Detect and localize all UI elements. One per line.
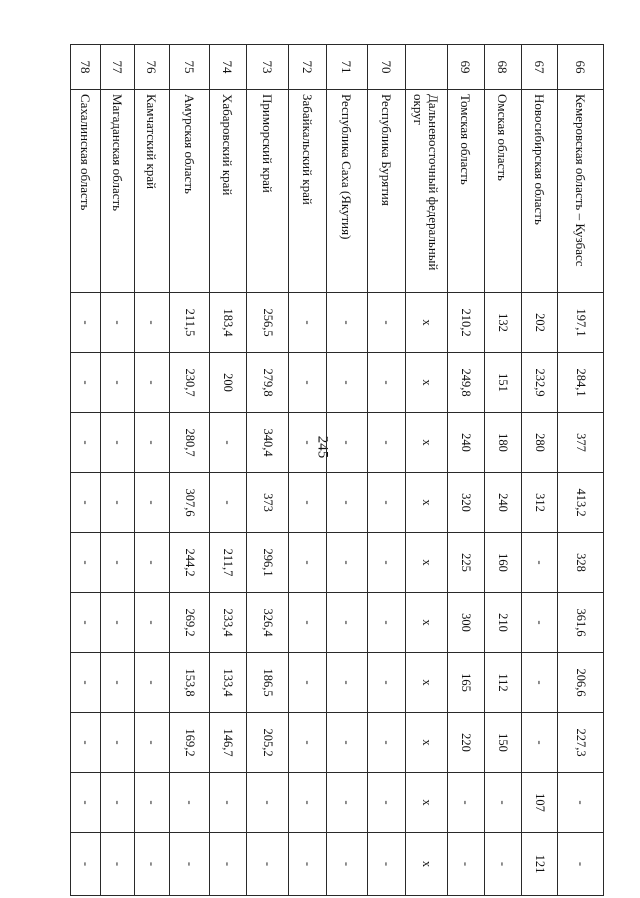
region-name-cell: Кемеровская область – Кузбасс bbox=[558, 90, 604, 293]
row-number-cell: 71 bbox=[327, 45, 368, 90]
value-cell: - bbox=[101, 293, 135, 353]
value-cell: x bbox=[406, 653, 448, 713]
row-number-cell: 68 bbox=[485, 45, 522, 90]
value-cell: 249,8 bbox=[448, 353, 485, 413]
table-row bbox=[210, 45, 247, 896]
value-cell: 205,2 bbox=[247, 713, 289, 773]
value-cell: 132 bbox=[485, 293, 522, 353]
value-cell: - bbox=[170, 773, 210, 833]
region-name-cell: Забайкальский край bbox=[289, 90, 327, 293]
value-cell: x bbox=[406, 593, 448, 653]
value-cell: - bbox=[368, 773, 406, 833]
value-cell: - bbox=[327, 653, 368, 713]
table-row bbox=[448, 45, 485, 896]
value-cell: - bbox=[289, 473, 327, 533]
value-cell: - bbox=[71, 473, 101, 533]
region-name-cell: Камчатский край bbox=[135, 90, 170, 293]
value-cell: 240 bbox=[485, 473, 522, 533]
value-cell: 107 bbox=[522, 773, 558, 833]
value-cell: 296,1 bbox=[247, 533, 289, 593]
table-row bbox=[289, 45, 327, 896]
value-cell: 202 bbox=[522, 293, 558, 353]
value-cell: - bbox=[170, 833, 210, 896]
value-cell: - bbox=[101, 533, 135, 593]
value-cell: - bbox=[71, 533, 101, 593]
value-cell: 307,6 bbox=[170, 473, 210, 533]
value-cell: 361,6 bbox=[558, 593, 604, 653]
value-cell: - bbox=[289, 533, 327, 593]
region-name-cell: Приморский край bbox=[247, 90, 289, 293]
value-cell: - bbox=[327, 533, 368, 593]
value-cell: 326,4 bbox=[247, 593, 289, 653]
value-cell: - bbox=[289, 413, 327, 473]
value-cell: 160 bbox=[485, 533, 522, 593]
value-cell: x bbox=[406, 293, 448, 353]
value-cell: - bbox=[210, 773, 247, 833]
row-number-cell: 78 bbox=[71, 45, 101, 90]
value-cell: 269,2 bbox=[170, 593, 210, 653]
value-cell: 320 bbox=[448, 473, 485, 533]
value-cell: 227,3 bbox=[558, 713, 604, 773]
value-cell: 210,2 bbox=[448, 293, 485, 353]
value-cell: - bbox=[101, 773, 135, 833]
page-number: 245 bbox=[314, 435, 331, 459]
value-cell: 244,2 bbox=[170, 533, 210, 593]
value-cell: 230,7 bbox=[170, 353, 210, 413]
value-cell: - bbox=[448, 773, 485, 833]
value-cell: 280 bbox=[522, 413, 558, 473]
value-cell: - bbox=[289, 593, 327, 653]
value-cell: 284,1 bbox=[558, 353, 604, 413]
row-number-cell: 72 bbox=[289, 45, 327, 90]
rotated-table-container bbox=[78, 44, 604, 874]
region-name-cell: Дальневосточный федеральный округ bbox=[406, 90, 448, 293]
value-cell: 200 bbox=[210, 353, 247, 413]
value-cell: 300 bbox=[448, 593, 485, 653]
value-cell: 112 bbox=[485, 653, 522, 713]
value-cell: 121 bbox=[522, 833, 558, 896]
value-cell: 165 bbox=[448, 653, 485, 713]
row-number-cell: 73 bbox=[247, 45, 289, 90]
value-cell: - bbox=[135, 653, 170, 713]
value-cell: - bbox=[558, 833, 604, 896]
row-number-cell: 69 bbox=[448, 45, 485, 90]
value-cell: - bbox=[368, 713, 406, 773]
value-cell: - bbox=[210, 833, 247, 896]
value-cell: - bbox=[327, 593, 368, 653]
row-number-cell bbox=[406, 45, 448, 90]
value-cell: 150 bbox=[485, 713, 522, 773]
region-name-cell: Томская область bbox=[448, 90, 485, 293]
value-cell: 220 bbox=[448, 713, 485, 773]
value-cell: - bbox=[289, 833, 327, 896]
value-cell: - bbox=[327, 413, 368, 473]
value-cell: x bbox=[406, 773, 448, 833]
table-row bbox=[558, 45, 604, 896]
value-cell: - bbox=[101, 653, 135, 713]
value-cell: x bbox=[406, 713, 448, 773]
value-cell: - bbox=[247, 773, 289, 833]
value-cell: - bbox=[327, 833, 368, 896]
value-cell: x bbox=[406, 413, 448, 473]
value-cell: - bbox=[101, 473, 135, 533]
value-cell: - bbox=[101, 713, 135, 773]
value-cell: - bbox=[135, 533, 170, 593]
value-cell: 328 bbox=[558, 533, 604, 593]
value-cell: - bbox=[135, 473, 170, 533]
value-cell: - bbox=[368, 473, 406, 533]
value-cell: - bbox=[289, 353, 327, 413]
value-cell: 210 bbox=[485, 593, 522, 653]
value-cell: - bbox=[135, 713, 170, 773]
value-cell: 197,1 bbox=[558, 293, 604, 353]
region-name-cell: Хабаровский край bbox=[210, 90, 247, 293]
value-cell: 151 bbox=[485, 353, 522, 413]
row-number-cell: 75 bbox=[170, 45, 210, 90]
value-cell: - bbox=[522, 533, 558, 593]
value-cell: 186,5 bbox=[247, 653, 289, 713]
region-name-cell: Новосибирская область bbox=[522, 90, 558, 293]
table-row bbox=[247, 45, 289, 896]
value-cell: - bbox=[71, 593, 101, 653]
value-cell: 377 bbox=[558, 413, 604, 473]
value-cell: 232,9 bbox=[522, 353, 558, 413]
table-row bbox=[135, 45, 170, 896]
region-name-cell: Амурская область bbox=[170, 90, 210, 293]
table-row bbox=[71, 45, 101, 896]
value-cell: - bbox=[289, 293, 327, 353]
value-cell: 183,4 bbox=[210, 293, 247, 353]
table-row bbox=[406, 45, 448, 896]
value-cell: 211,7 bbox=[210, 533, 247, 593]
value-cell: - bbox=[522, 713, 558, 773]
value-cell: - bbox=[135, 833, 170, 896]
value-cell: - bbox=[71, 713, 101, 773]
value-cell: 413,2 bbox=[558, 473, 604, 533]
value-cell: 373 bbox=[247, 473, 289, 533]
value-cell: - bbox=[101, 353, 135, 413]
value-cell: - bbox=[289, 713, 327, 773]
table-row bbox=[101, 45, 135, 896]
value-cell: 146,7 bbox=[210, 713, 247, 773]
region-name-cell: Магаданская область bbox=[101, 90, 135, 293]
value-cell: - bbox=[368, 653, 406, 713]
value-cell: - bbox=[71, 773, 101, 833]
value-cell: - bbox=[522, 653, 558, 713]
value-cell: - bbox=[485, 773, 522, 833]
value-cell: 206,6 bbox=[558, 653, 604, 713]
value-cell: - bbox=[368, 593, 406, 653]
value-cell: 153,8 bbox=[170, 653, 210, 713]
value-cell: 133,4 bbox=[210, 653, 247, 713]
value-cell: - bbox=[368, 533, 406, 593]
value-cell: - bbox=[71, 653, 101, 713]
region-name-cell: Омская область bbox=[485, 90, 522, 293]
value-cell: - bbox=[448, 833, 485, 896]
value-cell: - bbox=[368, 413, 406, 473]
table-row bbox=[170, 45, 210, 896]
value-cell: - bbox=[289, 773, 327, 833]
value-cell: - bbox=[368, 353, 406, 413]
value-cell: - bbox=[71, 833, 101, 896]
region-name-cell: Сахалинская область bbox=[71, 90, 101, 293]
value-cell: x bbox=[406, 353, 448, 413]
value-cell: - bbox=[327, 473, 368, 533]
value-cell: 233,4 bbox=[210, 593, 247, 653]
value-cell: 240 bbox=[448, 413, 485, 473]
value-cell: - bbox=[522, 593, 558, 653]
value-cell: - bbox=[368, 833, 406, 896]
region-name-cell: Республика Бурятия bbox=[368, 90, 406, 293]
table-row bbox=[485, 45, 522, 896]
value-cell: - bbox=[135, 773, 170, 833]
value-cell: - bbox=[71, 353, 101, 413]
value-cell: - bbox=[327, 713, 368, 773]
value-cell: - bbox=[327, 353, 368, 413]
table-row bbox=[522, 45, 558, 896]
value-cell: - bbox=[327, 293, 368, 353]
row-number-cell: 76 bbox=[135, 45, 170, 90]
value-cell: 279,8 bbox=[247, 353, 289, 413]
value-cell: - bbox=[135, 593, 170, 653]
value-cell: - bbox=[135, 353, 170, 413]
value-cell: 169,2 bbox=[170, 713, 210, 773]
value-cell: 340,4 bbox=[247, 413, 289, 473]
value-cell: - bbox=[558, 773, 604, 833]
value-cell: - bbox=[135, 413, 170, 473]
value-cell: 312 bbox=[522, 473, 558, 533]
value-cell: - bbox=[485, 833, 522, 896]
value-cell: x bbox=[406, 473, 448, 533]
row-number-cell: 74 bbox=[210, 45, 247, 90]
value-cell: - bbox=[368, 293, 406, 353]
value-cell: - bbox=[101, 593, 135, 653]
value-cell: - bbox=[71, 413, 101, 473]
region-name-cell: Республика Саха (Якутия) bbox=[327, 90, 368, 293]
value-cell: 180 bbox=[485, 413, 522, 473]
value-cell: - bbox=[101, 833, 135, 896]
value-cell: - bbox=[210, 473, 247, 533]
value-cell: 256,5 bbox=[247, 293, 289, 353]
row-number-cell: 67 bbox=[522, 45, 558, 90]
value-cell: x bbox=[406, 833, 448, 896]
value-cell: 280,7 bbox=[170, 413, 210, 473]
value-cell: - bbox=[327, 773, 368, 833]
row-number-cell: 70 bbox=[368, 45, 406, 90]
table-row bbox=[327, 45, 368, 896]
value-cell: 225 bbox=[448, 533, 485, 593]
value-cell: - bbox=[289, 653, 327, 713]
value-cell: - bbox=[135, 293, 170, 353]
value-cell: - bbox=[101, 413, 135, 473]
value-cell: 211,5 bbox=[170, 293, 210, 353]
row-number-cell: 77 bbox=[101, 45, 135, 90]
table-row bbox=[368, 45, 406, 896]
value-cell: - bbox=[210, 413, 247, 473]
regional-data-table bbox=[70, 44, 604, 896]
row-number-cell: 66 bbox=[558, 45, 604, 90]
value-cell: - bbox=[71, 293, 101, 353]
value-cell: - bbox=[247, 833, 289, 896]
value-cell: x bbox=[406, 533, 448, 593]
